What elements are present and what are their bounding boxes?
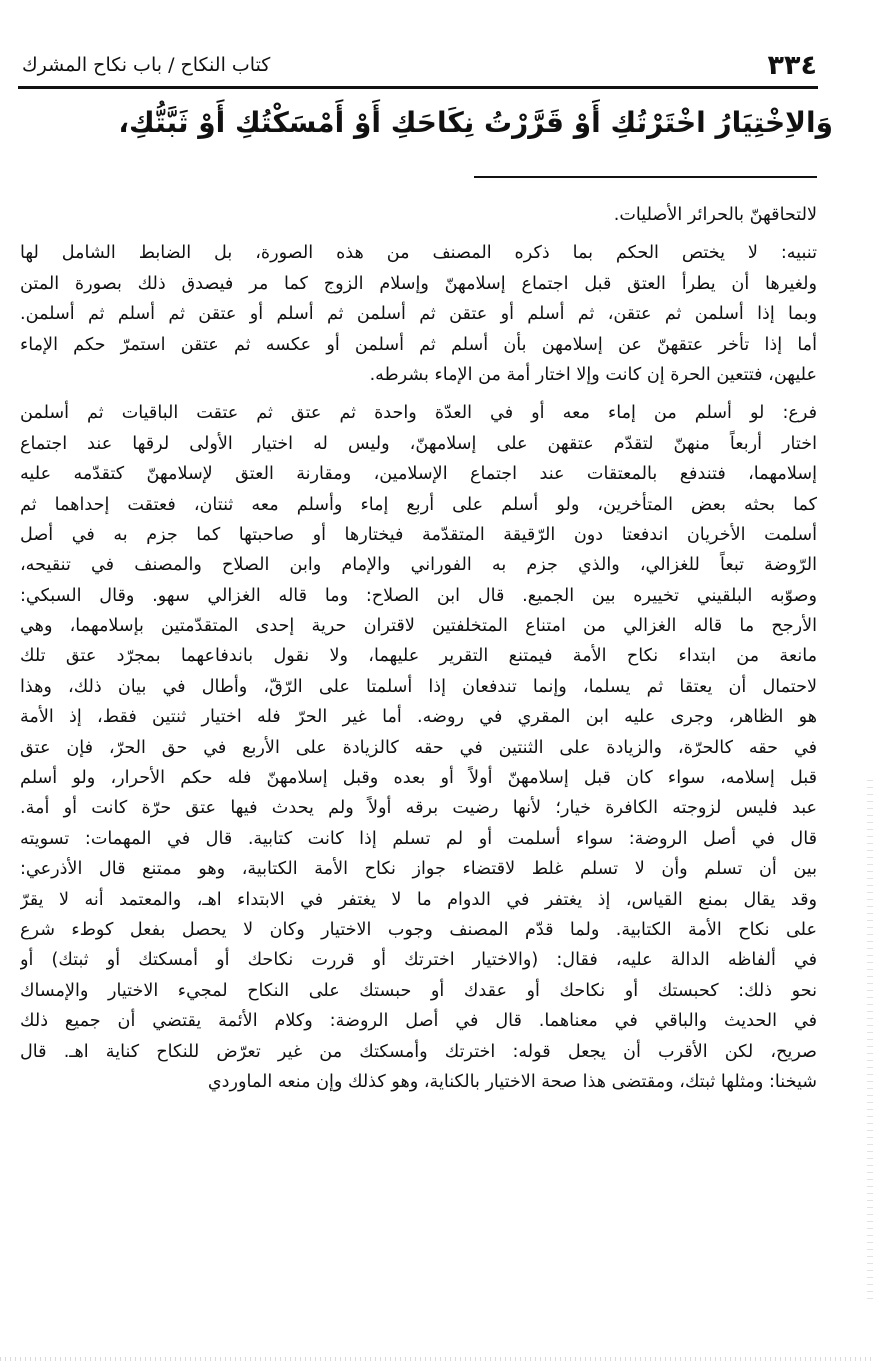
paragraph-gap — [20, 230, 817, 238]
text-line: في ألفاظه الدالة عليه، فقال: (والاختيار اخترتك أو قررت نكاحك أو أمسكتك أو ثبتك) أو — [20, 950, 817, 971]
text-line: مانعة من ابتداء نكاح الأمة فيمتنع التقرير عليهما، ولا نقول باندفاعهما بمجرّد عتق تلك — [20, 646, 817, 667]
text-line: في الحديث والباقي في معناهما. قال في أصل الروضة: وكلام الأئمة يقتضي أن جميع ذلك — [20, 1011, 817, 1032]
scan-artifact-edge — [867, 780, 873, 1300]
text-line: عليهن، فتتعين الحرة إن كانت وإلا اختار أمة من الإماء بشرطه. — [369, 364, 817, 385]
page-number: ٣٣٤ — [767, 50, 817, 81]
commentary-paragraph — [20, 238, 817, 390]
text-line: وبما إذا أسلمن ثم عتقن، ثم أسلم أو عتقن ثم أسلمن ثم أسلم أو عتقن ثم أسلم ثم أسلمن. — [20, 304, 817, 325]
text-line: على نكاح الأمة الكتابية. ولما قدّم المصنف وجوب الاختيار وكان لا يحصل بفعل كوطء شرع — [20, 919, 817, 940]
running-header — [22, 44, 817, 84]
text-line: بين أن تسلم وأن لا تسلم غلط لاقتضاء جواز نكاح الأمة الكتابية، وهو ممتنع قال الأذرعي: — [20, 859, 817, 880]
text-line: قال في أصل الروضة: سواء أسلمت أو لم تسلم إذا كانت كتابية. قال في المهمات: تسويته — [20, 828, 817, 849]
text-line: شيخنا: ومثلها ثبتك، ومقتضى هذا صحة الاختيار بالكناية، وهو كذلك وإن منعه الماوردي — [207, 1071, 817, 1092]
text-line: فرع: لو أسلم من إماء معه أو في العدّة واحدة ثم عتق ثم عتقت الباقيات ثم أسلمن — [20, 403, 817, 424]
text-line: لالتحاقهنّ بالحرائر الأصليات. — [613, 205, 817, 225]
scan-artifact-bottom — [0, 1357, 873, 1361]
text-line: اختار أربعاً منهنّ لتقدّم عتقهن على إسلامهنّ، وليس له اختيار الأولى لرقها عند اجتماع — [20, 433, 817, 454]
text-line: وقد يقال بمنع القياس، إذ يغتفر في الدوام ما لا يغتفر في الابتداء اهـ، والمعتمد أنه لا يقرّ — [20, 889, 817, 910]
text-line: أما إذا تأخر عتقهنّ عن إسلامهن بأن أسلم ثم أسلمن أو عكسه ثم عتقن استمرّ حكم الإماء — [20, 334, 817, 355]
text-line: ولغيرها أن يطرأ العتق قبل اجتماع إسلامهنّ وإسلام الزوج كما مر فيصدق ذلك بصورة المتن — [20, 273, 817, 294]
text-line: الرّوضة تبعاً للغزالي، والذي جزم به الفوراني والإمام وابن الصلاح والمصنف في تنقيحه، — [20, 555, 817, 576]
matn-separator-rule — [474, 176, 817, 178]
running-title: كتاب النكاح / باب نكاح المشرك — [22, 54, 271, 76]
text-line: الأرجح ما قاله الغزالي من امتناع المتخلفتين لاقتران حرية إحدى المتقدّمتين بإسلامهما، وهي — [20, 616, 817, 637]
text-line: تنبيه: لا يختص الحكم بما ذكره المصنف من هذه الصورة، بل الضابط الشامل لها — [20, 243, 817, 264]
text-line: في حقه كالحرّة، والزيادة على الثنتين في حقه كالزيادة على الأربع في حق الحرّ، فإن عتق — [20, 737, 817, 758]
text-line: نحو ذلك: كحبستك أو نكاحك أو عقدك أو حبستك على النكاح لمجيء الاختيار والإمساك — [20, 980, 817, 1001]
text-line: إسلامهما، فتندفع بالمعتقات عند اجتماع الإسلامين، ومقارنة العتق لإسلامهنّ كتقدّمه عليه — [20, 464, 817, 485]
text-line: هو الظاهر، وجرى عليه ابن المقري في روضه. أما غير الحرّ فله اختيار ثنتين فقط، إذ الأمة — [20, 707, 817, 728]
text-line: قبل إسلامه، سواء كان قبل إسلامهنّ أولاً أو بعده وقبل إسلامهنّ فله حكم الأحرار، ولو أسلم — [20, 768, 817, 789]
commentary-paragraph — [20, 200, 817, 230]
header-rule — [18, 86, 818, 89]
matn-text: وَالاِخْتِيَارُ اخْتَرْتُكِ أَوْ قَرَّرْتُ نِكَاحَكِ أَوْ أَمْسَكْتُكِ أَوْ ثَبَّتُّكِ، — [118, 106, 833, 139]
text-line: عبد فليس لزوجته الكافرة خيار؛ لأنها رضيت برقه أولاً ولم يحدث فيها عتق حرّة كانت أو أمة. — [20, 798, 817, 819]
text-line: صريح، لكن الأقرب أن يجعل قوله: اخترتك وأمسكتك من غير تعرّض للنكاح كناية اهـ. قال — [20, 1041, 817, 1062]
text-line: أسلمت الأخريان اندفعتا دون الرّقيقة المتقدّمة فيختارها أو صاحبتها كما جزم به في أصل — [20, 524, 817, 545]
commentary-paragraph — [20, 398, 817, 1097]
commentary-body — [20, 200, 817, 1097]
paragraph-gap — [20, 390, 817, 398]
text-line: وصوّبه البلقيني تخييره بين الجميع. قال ابن الصلاح: وما قاله الغزالي سهو. وقال السبكي: — [20, 585, 817, 606]
text-line: لاحتمال أن يعتقا ثم يسلما، وإنما تندفعان إذا أسلمتا على الرّقّ، وأطال في بيان ذلك، وهذا — [20, 676, 817, 697]
text-line: كما بحثه بعض المتأخرين، ولو أسلم على أربع إماء وأسلم معه ثنتان، فعتقت إحداهما ثم — [20, 494, 817, 515]
